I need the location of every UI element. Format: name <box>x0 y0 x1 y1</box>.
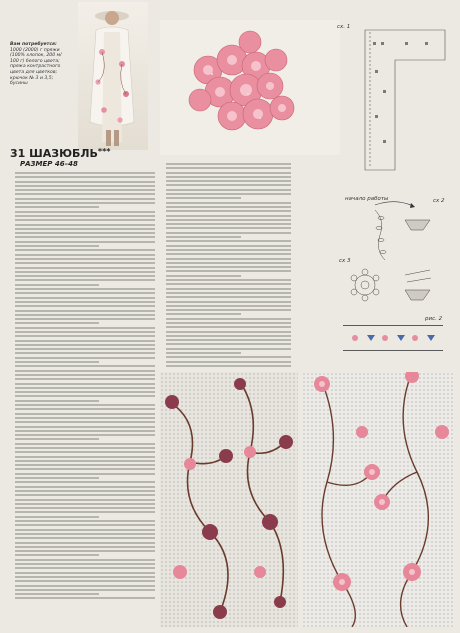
text-line <box>15 481 155 483</box>
text-line <box>15 224 155 226</box>
text-line <box>166 361 291 363</box>
text-line <box>166 180 291 182</box>
text-line <box>166 197 241 199</box>
text-line <box>15 236 155 238</box>
text-line <box>15 585 155 587</box>
text-line <box>15 477 99 479</box>
text-line <box>15 413 155 415</box>
text-line <box>15 507 155 509</box>
text-line <box>15 219 155 221</box>
text-line <box>15 258 155 260</box>
text-line <box>166 326 291 328</box>
text-line <box>166 296 291 298</box>
text-line <box>15 490 155 492</box>
text-line <box>15 597 155 599</box>
text-line <box>15 267 155 269</box>
materials-line: бусины <box>10 81 28 87</box>
text-line <box>15 361 99 363</box>
text-line <box>15 249 155 251</box>
text-line <box>15 215 155 217</box>
text-line <box>15 589 155 591</box>
flower-motif-scheme <box>351 269 431 301</box>
text-line <box>166 322 291 324</box>
text-line <box>15 365 155 367</box>
text-line <box>15 314 155 316</box>
text-line <box>166 318 291 320</box>
text-line <box>15 348 155 350</box>
text-line <box>15 542 155 544</box>
text-line <box>15 357 155 359</box>
text-line <box>166 202 291 204</box>
text-line <box>15 593 99 595</box>
text-line <box>15 284 99 286</box>
text-line <box>15 297 155 299</box>
materials-line: 1000 (2000) г пряжи <box>10 47 60 53</box>
text-line <box>166 210 291 212</box>
text-line <box>166 309 291 311</box>
pattern-size: РАЗМЕР 46–48 <box>20 160 78 168</box>
text-line <box>15 279 155 281</box>
text-line <box>15 576 155 578</box>
text-line <box>15 370 155 372</box>
text-line <box>15 430 155 432</box>
pattern-number: 31 <box>10 147 26 160</box>
text-line <box>166 206 291 208</box>
text-line <box>166 249 291 251</box>
materials-line: пряжа контрастного <box>10 64 61 70</box>
text-line <box>15 400 99 402</box>
text-line <box>166 245 291 247</box>
text-line <box>166 172 291 174</box>
text-line <box>15 387 155 389</box>
text-line <box>15 275 155 277</box>
text-line <box>15 426 155 428</box>
text-line <box>166 189 291 191</box>
text-line <box>15 460 155 462</box>
text-line <box>15 202 155 204</box>
text-line <box>166 301 291 303</box>
text-line <box>166 176 291 178</box>
materials-block <box>10 42 88 87</box>
figure-2-label: рис. 2 <box>425 316 443 322</box>
text-line <box>15 520 155 522</box>
text-line <box>15 554 99 556</box>
text-line <box>166 343 291 345</box>
text-line <box>15 198 155 200</box>
text-line <box>15 391 155 393</box>
text-line <box>15 563 155 565</box>
text-line <box>166 258 291 260</box>
text-line <box>166 193 291 195</box>
scheme-2-label: сх 2 <box>433 198 445 204</box>
text-line <box>15 374 155 376</box>
text-line <box>166 288 291 290</box>
text-line <box>166 262 291 264</box>
text-line <box>15 301 155 303</box>
text-line <box>15 567 155 569</box>
text-line <box>15 524 155 526</box>
text-line <box>15 464 155 466</box>
text-line <box>15 383 155 385</box>
text-line <box>15 288 155 290</box>
text-line <box>166 356 291 358</box>
text-line <box>15 537 155 539</box>
text-line <box>15 443 155 445</box>
materials-line: 100 г) белого цвета; <box>10 58 60 64</box>
text-line <box>166 313 241 315</box>
text-line <box>15 189 155 191</box>
text-line <box>166 331 291 333</box>
text-line <box>15 503 155 505</box>
text-line <box>166 219 291 221</box>
text-line <box>15 486 155 488</box>
instructions-column-1 <box>15 172 155 612</box>
text-line <box>166 184 291 186</box>
instructions-column-2 <box>166 163 291 373</box>
text-line <box>15 434 155 436</box>
fabric-detail-photo-left <box>160 372 298 627</box>
text-line <box>15 580 155 582</box>
text-line <box>166 279 291 281</box>
text-line <box>15 438 99 440</box>
materials-line: крючок № 3 и 3,5; <box>10 75 54 81</box>
text-line <box>15 340 155 342</box>
text-line <box>15 546 155 548</box>
text-line <box>15 516 99 518</box>
text-line <box>166 292 291 294</box>
start-label: начало работы <box>345 196 389 202</box>
fabric-detail-photo-right <box>302 372 454 627</box>
text-line <box>15 185 155 187</box>
text-line <box>166 227 291 229</box>
text-line <box>15 206 99 208</box>
text-line <box>15 529 155 531</box>
text-line <box>166 275 241 277</box>
text-line <box>15 241 155 243</box>
text-line <box>166 167 291 169</box>
text-line <box>15 322 99 324</box>
text-line <box>15 327 155 329</box>
text-line <box>166 283 291 285</box>
flower-detail-photo <box>160 20 340 155</box>
text-line <box>15 559 155 561</box>
text-line <box>15 494 155 496</box>
text-line <box>166 266 291 268</box>
text-line <box>166 215 291 217</box>
text-line <box>15 344 155 346</box>
text-line <box>166 365 291 367</box>
text-line <box>166 253 291 255</box>
chain-scheme <box>375 210 430 260</box>
text-line <box>15 511 155 513</box>
materials-line: (100% хлопок, 200 м/ <box>10 53 62 59</box>
text-line <box>15 421 155 423</box>
text-line <box>15 181 155 183</box>
text-line <box>15 572 155 574</box>
text-line <box>15 193 155 195</box>
text-line <box>166 223 291 225</box>
text-line <box>166 348 291 350</box>
text-line <box>166 270 291 272</box>
text-line <box>166 232 291 234</box>
text-line <box>15 395 155 397</box>
text-line <box>15 404 155 406</box>
text-line <box>166 352 241 354</box>
text-line <box>15 378 155 380</box>
text-line <box>15 232 155 234</box>
text-line <box>15 408 155 410</box>
text-line <box>166 236 241 238</box>
text-line <box>15 228 155 230</box>
text-line <box>15 473 155 475</box>
materials-label: Вам потребуется: <box>10 42 57 47</box>
text-line <box>15 447 155 449</box>
text-line <box>15 176 155 178</box>
text-line <box>15 271 155 273</box>
diagram-panel <box>335 20 453 370</box>
text-line <box>15 292 155 294</box>
text-line <box>15 533 155 535</box>
text-line <box>166 163 291 165</box>
text-line <box>166 335 291 337</box>
text-line <box>15 352 155 354</box>
text-line <box>15 499 155 501</box>
text-line <box>15 456 155 458</box>
text-line <box>15 331 155 333</box>
text-line <box>15 254 155 256</box>
text-line <box>166 305 291 307</box>
text-line <box>15 172 155 174</box>
text-line <box>15 310 155 312</box>
text-line <box>15 211 155 213</box>
pattern-title: ШАЗЮБЛЬ <box>29 147 98 160</box>
text-line <box>15 318 155 320</box>
garment-schematic <box>365 30 445 170</box>
difficulty-stars: *** <box>97 147 111 156</box>
pattern-heading <box>10 147 110 160</box>
scheme-1-label: сх. 1 <box>337 24 351 30</box>
text-line <box>166 240 291 242</box>
text-line <box>15 468 155 470</box>
text-line <box>15 305 155 307</box>
materials-line: цвета для цветков; <box>10 69 58 75</box>
text-line <box>15 451 155 453</box>
model-photo <box>78 2 148 150</box>
scheme-3-label: сх 3 <box>339 258 351 264</box>
text-line <box>15 262 155 264</box>
text-line <box>166 339 291 341</box>
text-line <box>15 335 155 337</box>
text-line <box>15 417 155 419</box>
text-line <box>15 245 99 247</box>
text-line <box>15 550 155 552</box>
